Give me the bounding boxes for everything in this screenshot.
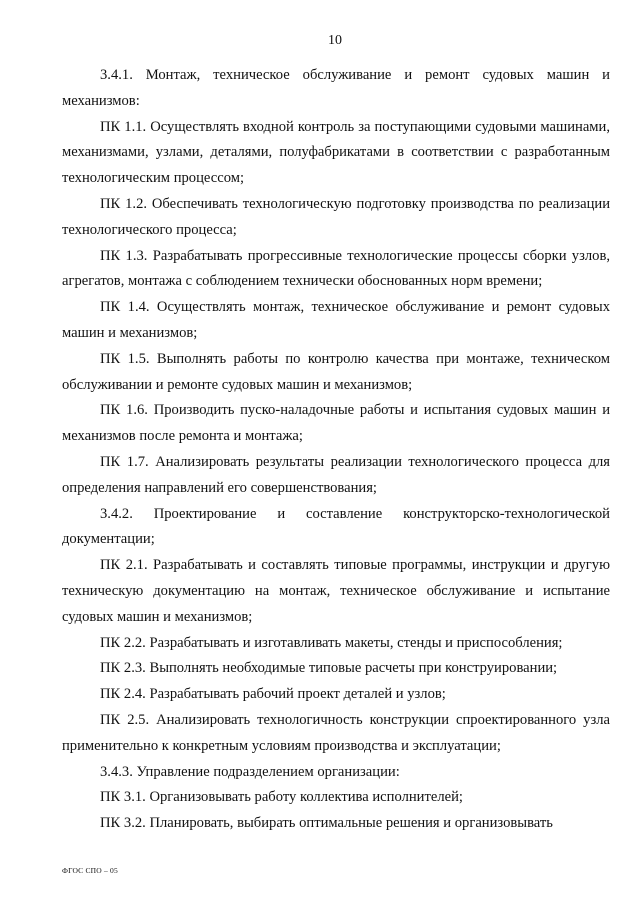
- competency-pk-3-1: ПК 3.1. Организовывать работу коллектива исполнителей;: [100, 789, 463, 806]
- competency-pk-2-2: ПК 2.2. Разрабатывать и изготавливать макеты, стенды и приспособления;: [100, 634, 563, 651]
- competency-pk-2-5: ПК 2.5. Анализировать технологичность конструкции спроектированного узла применительно к конкретным условиям производства и эксплуатации;: [62, 711, 610, 754]
- competency-pk-1-7: ПК 1.7. Анализировать результаты реализации технологического процесса для определения направлений его совершенствования;: [62, 453, 610, 496]
- document-footer: ФГОС СПО – 05: [62, 866, 118, 875]
- competency-pk-1-3: ПК 1.3. Разрабатывать прогрессивные технологические процессы сборки узлов, агрегатов, монтажа с соблюдением технически обоснованных норм времени;: [62, 247, 610, 290]
- competency-pk-1-4: ПК 1.4. Осуществлять монтаж, техническое обслуживание и ремонт судовых машин и механизмов;: [62, 299, 610, 341]
- competency-pk-3-2: ПК 3.2. Планировать, выбирать оптимальные решения и организовывать: [100, 815, 553, 832]
- competency-pk-1-1: ПК 1.1. Осуществлять входной контроль за поступающими судовыми машинами, механизмами, узлами, деталями, полуфабрикатами в соответствии с разработанным технологическим процессом;: [62, 118, 610, 187]
- section-3-4-2: 3.4.2. Проектирование и составление конструкторско-технологической документации;: [62, 505, 610, 548]
- competency-pk-2-3: ПК 2.3. Выполнять необходимые типовые расчеты при конструировании;: [100, 660, 558, 677]
- section-3-4-1: 3.4.1. Монтаж, техническое обслуживание и ремонт судовых машин и механизмов:: [62, 67, 610, 109]
- competency-pk-1-6: ПК 1.6. Производить пуско-наладочные работы и испытания судовых машин и механизмов после ремонта и монтажа;: [62, 402, 610, 445]
- document-body: [62, 63, 610, 837]
- section-3-4-3: 3.4.3. Управление подразделением организации:: [100, 763, 400, 780]
- competency-pk-1-5: ПК 1.5. Выполнять работы по контролю качества при монтаже, техническом обслуживании и ремонте судовых машин и механизмов;: [62, 350, 610, 393]
- page-number: 10: [328, 33, 342, 48]
- competency-pk-1-2: ПК 1.2. Обеспечивать технологическую подготовку производства по реализации технологического процесса;: [62, 195, 610, 238]
- competency-pk-2-4: ПК 2.4. Разрабатывать рабочий проект деталей и узлов;: [100, 686, 446, 703]
- competency-pk-2-1: ПК 2.1. Разрабатывать и составлять типовые программы, инструкции и другую техническую документацию на монтаж, техническое обслуживание и испытание судовых машин и механизмов;: [62, 557, 610, 625]
